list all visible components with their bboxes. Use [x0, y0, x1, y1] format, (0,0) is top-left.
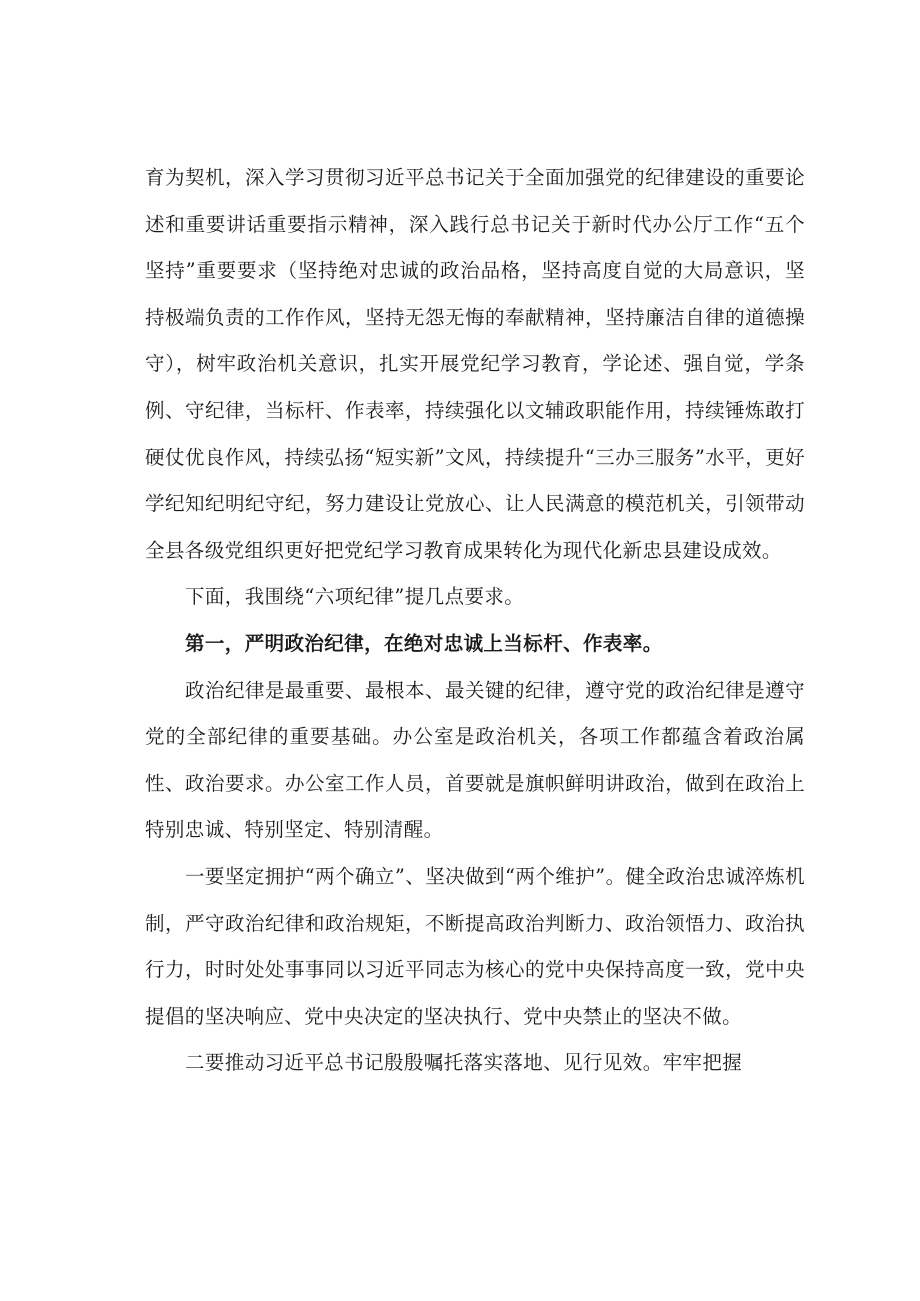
paragraph-transition: 下面，我围绕“六项纪律”提几点要求。: [185, 585, 525, 609]
section-heading-political-discipline: 第一，严明政治纪律，在绝对忠诚上当标杆、作表率。: [185, 631, 663, 655]
paragraph-continued-intro: 育为契机，深入学习贯彻习近平总书记关于全面加强党的纪律建设的重要论述和重要讲话重要指示精神，深入践行总书记关于新时代办公厅工作“五个坚持”重要要求（坚持绝对忠诚的政治品格，坚持高度自觉的大局意识，坚持极端负责的工作作风，坚持无怨无悔的奉献精神，坚持廉洁自律的道德操守），树牢政治机关意识，扎实开展党纪学习教育，学论述、强自觉，学条例、守纪律，当标杆、作表率，持续强化以文辅政职能作用，持续锤炼敢打硬仗优良作风，持续弘扬“短实新”文风，持续提升“三办三服务”水平，更好学纪知纪明纪守纪，努力建设让党放心、让人民满意的模范机关，引领带动全县各级党组织更好把党纪学习教育成果转化为现代化新忠县建设成效。: [145, 166, 805, 562]
document-body: [145, 155, 805, 1087]
paragraph-requirement-two: 二要推动习近平总书记殷殷嘱托落实落地、见行见效。牢牢把握: [185, 1051, 743, 1075]
paragraph-requirement-one: 一要坚定拥护“两个确立”、坚决做到“两个维护”。健全政治忠诚淬炼机制，严守政治纪律和政治规矩，不断提高政治判断力、政治领悟力、政治执行力，时时处处事事同以习近平同志为核心的党中央保持高度一致，党中央提倡的坚决响应、党中央决定的坚决执行、党中央禁止的坚决不做。: [145, 864, 805, 1028]
paragraph-political-discipline: 政治纪律是最重要、最根本、最关键的纪律，遵守党的政治纪律是遵守党的全部纪律的重要基础。办公室是政治机关，各项工作都蕴含着政治属性、政治要求。办公室工作人员，首要就是旗帜鲜明讲政治，做到在政治上特别忠诚、特别坚定、特别清醒。: [145, 678, 805, 842]
